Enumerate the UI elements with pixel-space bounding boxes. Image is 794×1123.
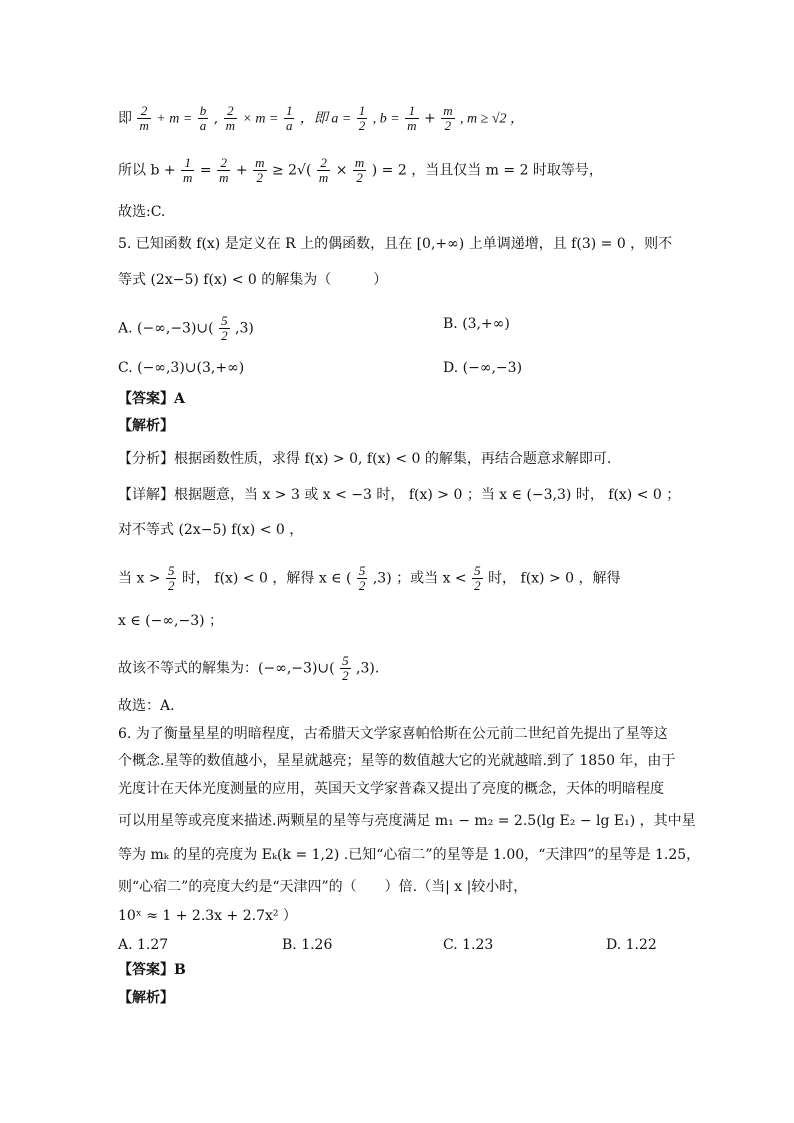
solution-line-cases: [118, 564, 621, 593]
fraction: $\frac{2}{m}$: [139, 103, 149, 133]
answer-choice-line: 故选:C.: [118, 204, 166, 220]
option-b: B. (3,+∞): [443, 316, 510, 332]
q6-option-b: B. 1.26: [282, 937, 333, 953]
fraction: $\frac{m}{2}$: [354, 155, 365, 185]
fraction: $\frac{5}{2}$: [221, 313, 228, 343]
question-6-line-6: 则“心宿二”的亮度大约是“天津四”的（ ）倍.（当| x |较小时，: [118, 879, 528, 895]
text: 时， f(x) < 0 ，解得 x ∈ (: [181, 570, 352, 587]
fraction: $\frac{5}{2}$: [474, 563, 481, 593]
question-5-line-2: 等式 (2x−5) f(x) < 0 的解集为（ ）: [118, 272, 388, 288]
text: ,3).: [356, 660, 380, 677]
analysis-label: 【解析】: [118, 418, 174, 434]
text: ,3): [235, 320, 254, 337]
text: ≥ 2√(: [271, 162, 312, 179]
fraction: $\frac{5}{2}$: [342, 653, 349, 683]
answer-label: 【答案】A: [118, 391, 185, 407]
fraction: $\frac{m}{2}$: [443, 103, 453, 133]
q6-option-d: D. 1.22: [606, 937, 657, 953]
q6-option-c: C. 1.23: [443, 937, 494, 953]
question-6-line-7: 10ˣ ≈ 1 + 2.3x + 2.7x² ）: [118, 908, 297, 924]
text: +: [235, 162, 248, 179]
analysis-summary: 【分析】根据函数性质，求得 f(x) > 0, f(x) < 0 的解集，再结合题意求解即可.: [118, 451, 612, 467]
option-d: D. (−∞,−3): [443, 360, 523, 376]
text: 所以 b +: [118, 162, 176, 179]
text: ,: [213, 110, 219, 127]
fraction: $\frac{1}{m}$: [407, 103, 417, 133]
fraction: $\frac{5}{2}$: [167, 563, 175, 593]
solution-line: 对不等式 (2x−5) f(x) < 0 ，: [118, 522, 304, 538]
solution-set-line: [118, 654, 379, 683]
text: + m =: [156, 111, 193, 127]
solution-line: x ∈ (−∞,−3) ；: [118, 613, 224, 629]
text: , b =: [372, 111, 400, 127]
question-5-line-1: 5. 已知函数 f(x) 是定义在 R 上的偶函数，且在 [0,+∞) 上单调递增，且 f(3) = 0 ，则不: [118, 236, 673, 252]
question-6-line-3: 光度计在天体光度测量的应用，英国天文学家普森又提出了亮度的概念，天体的明暗程度: [118, 781, 664, 797]
fraction: $\frac{2}{m}$: [219, 155, 229, 185]
fraction: $\frac{b}{a}$: [199, 103, 207, 133]
derivation-line-2: [118, 156, 603, 185]
fraction: $\frac{1}{a}$: [285, 103, 293, 133]
q6-option-a: A. 1.27: [118, 937, 169, 953]
fraction: $\frac{1}{m}$: [183, 155, 193, 185]
text: ,3) ；或当 x <: [372, 570, 467, 587]
text: 故该不等式的解集为：(−∞,−3)∪(: [118, 660, 335, 677]
answer-label: 【答案】B: [118, 962, 186, 978]
fraction: $\frac{2}{m}$: [318, 155, 329, 185]
answer-choice-line: 故选：A.: [118, 698, 175, 714]
option-c: C. (−∞,3)∪(3,+∞): [118, 360, 245, 376]
text: +: [424, 110, 436, 127]
text: × m =: [242, 111, 279, 127]
analysis-label: 【解析】: [118, 990, 174, 1006]
text: ，即 a =: [299, 111, 352, 127]
text: , m ≥ √2 ，: [460, 111, 525, 127]
text: 当 x >: [118, 570, 161, 587]
text: 即: [118, 110, 132, 127]
question-6-line-5: 等为 mₖ 的星的亮度为 Eₖ(k = 1,2) .已知“心宿二”的星等是 1.00，“天津四”的星等是 1.25，: [118, 847, 701, 863]
text: ) = 2 ，当且仅当 m = 2 时取等号，: [371, 162, 603, 179]
text: A. (−∞,−3)∪(: [118, 320, 214, 337]
fraction: $\frac{5}{2}$: [358, 563, 366, 593]
text: =: [199, 162, 212, 179]
fraction: $\frac{m}{2}$: [255, 155, 265, 185]
text: 时， f(x) > 0 ，解得: [488, 570, 621, 587]
fraction: $\frac{1}{2}$: [358, 103, 366, 133]
question-6-line-2: 个概念.星等的数值越小，星星就越亮；星等的数值越大它的光就越暗.到了 1850 年，由于: [118, 753, 676, 769]
option-a: [118, 314, 254, 343]
text: ×: [335, 162, 348, 179]
question-6-line-4: 可以用星等或亮度来描述.两颗星的星等与亮度满足 m₁ − m₂ = 2.5(lg E₂ − lg E₁) ，其中星: [118, 813, 696, 829]
derivation-line-1: [118, 104, 524, 133]
detailed-solution: 【详解】根据题意，当 x > 3 或 x < −3 时， f(x) > 0 ；当 x ∈ (−3,3) 时， f(x) < 0 ；: [118, 487, 681, 503]
question-6-line-1: 6. 为了衡量星星的明暗程度，古希腊天文学家喜帕恰斯在公元前二世纪首先提出了星等这: [118, 726, 668, 742]
fraction: $\frac{2}{m}$: [225, 103, 236, 133]
